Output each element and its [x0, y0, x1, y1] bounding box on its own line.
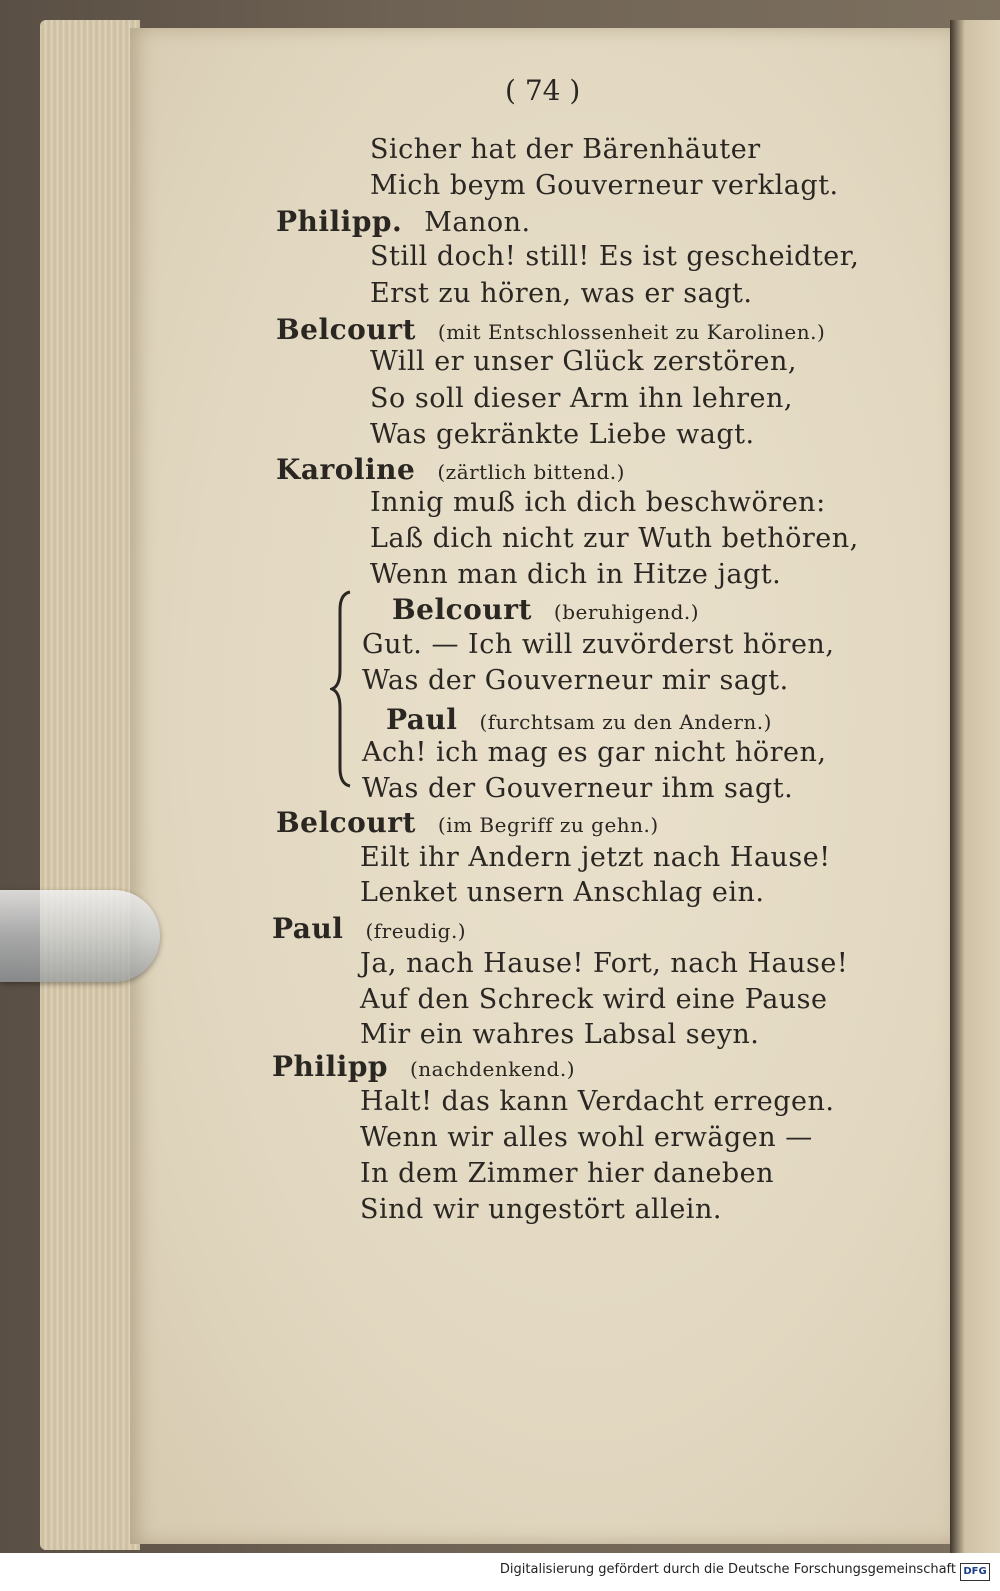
verse-line: Was der Gouverneur mir sagt. — [362, 665, 789, 696]
stage-direction: (mit Entschlossenheit zu Karolinen.) — [437, 320, 826, 344]
speaker-name: Paul — [386, 703, 458, 736]
speaker-line — [276, 313, 825, 346]
stage-direction: (beruhigend.) — [553, 600, 700, 624]
speaker-addressee: Manon. — [424, 207, 531, 238]
speaker-line — [386, 703, 772, 736]
speaker-name: Belcourt — [276, 313, 416, 346]
verse-line: Still doch! still! Es ist gescheidter, — [370, 241, 860, 272]
stage-direction: (zärtlich bittend.) — [437, 460, 625, 484]
verse-line: In dem Zimmer hier daneben — [360, 1158, 775, 1189]
speaker-name: Philipp — [272, 1050, 388, 1083]
verse-line: Halt! das kann Verdacht erregen. — [360, 1086, 835, 1117]
speaker-line — [272, 1050, 575, 1083]
speaker-name: Philipp. — [276, 205, 403, 238]
curly-brace — [330, 590, 354, 788]
stage-direction: (freudig.) — [365, 919, 467, 943]
speaker-name: Karoline — [276, 453, 416, 486]
speaker-name: Paul — [272, 912, 344, 945]
verse-line: Sind wir ungestört allein. — [360, 1194, 722, 1225]
verse-line: Sicher hat der Bärenhäuter — [370, 134, 761, 165]
verse-line: Ja, nach Hause! Fort, nach Hause! — [360, 948, 849, 979]
stage-direction: (furchtsam zu den Andern.) — [479, 710, 772, 734]
verse-line: Wenn man dich in Hitze jagt. — [370, 559, 782, 590]
verse-line: Was der Gouverneur ihm sagt. — [362, 773, 794, 804]
verse-line: Will er unser Glück zerstören, — [370, 346, 797, 377]
facing-page-edge — [950, 20, 1000, 1555]
verse-line: Was gekränkte Liebe wagt. — [370, 419, 755, 450]
speaker-line — [276, 453, 625, 486]
footer-credit: Digitalisierung gefördert durch die Deutsche Forschungsgemeinschaft — [499, 1562, 956, 1577]
speaker-line — [276, 205, 531, 238]
verse-line: Mich beym Gouverneur verklagt. — [370, 170, 839, 201]
stage-direction: (nachdenkend.) — [409, 1057, 575, 1081]
verse-line: Laß dich nicht zur Wuth bethören, — [370, 523, 859, 554]
verse-line: So soll dieser Arm ihn lehren, — [370, 383, 793, 414]
verse-line: Auf den Schreck wird eine Pause — [360, 984, 828, 1015]
verse-line: Eilt ihr Andern jetzt nach Hause! — [360, 842, 831, 873]
page-clip — [0, 890, 160, 982]
speaker-line — [276, 806, 659, 839]
verse-line: Lenket unsern Anschlag ein. — [360, 877, 765, 908]
verse-line: Erst zu hören, was er sagt. — [370, 278, 753, 309]
speaker-name: Belcourt — [276, 806, 416, 839]
verse-line: Ach! ich mag es gar nicht hören, — [362, 737, 827, 768]
verse-line: Innig muß ich dich beschwören: — [370, 487, 826, 518]
speaker-line — [392, 593, 699, 626]
verse-line: Mir ein wahres Labsal seyn. — [360, 1019, 760, 1050]
stage-direction: (im Begriff zu gehn.) — [437, 813, 659, 837]
verse-line: Wenn wir alles wohl erwägen — — [360, 1122, 813, 1153]
footer-bar — [0, 1553, 1000, 1591]
page-number: ( 74 ) — [505, 74, 581, 107]
verse-line: Gut. — Ich will zuvörderst hören, — [362, 629, 835, 660]
speaker-name: Belcourt — [392, 593, 532, 626]
dfg-logo: DFG — [960, 1563, 990, 1581]
page-edges — [40, 20, 140, 1550]
speaker-line — [272, 912, 466, 945]
